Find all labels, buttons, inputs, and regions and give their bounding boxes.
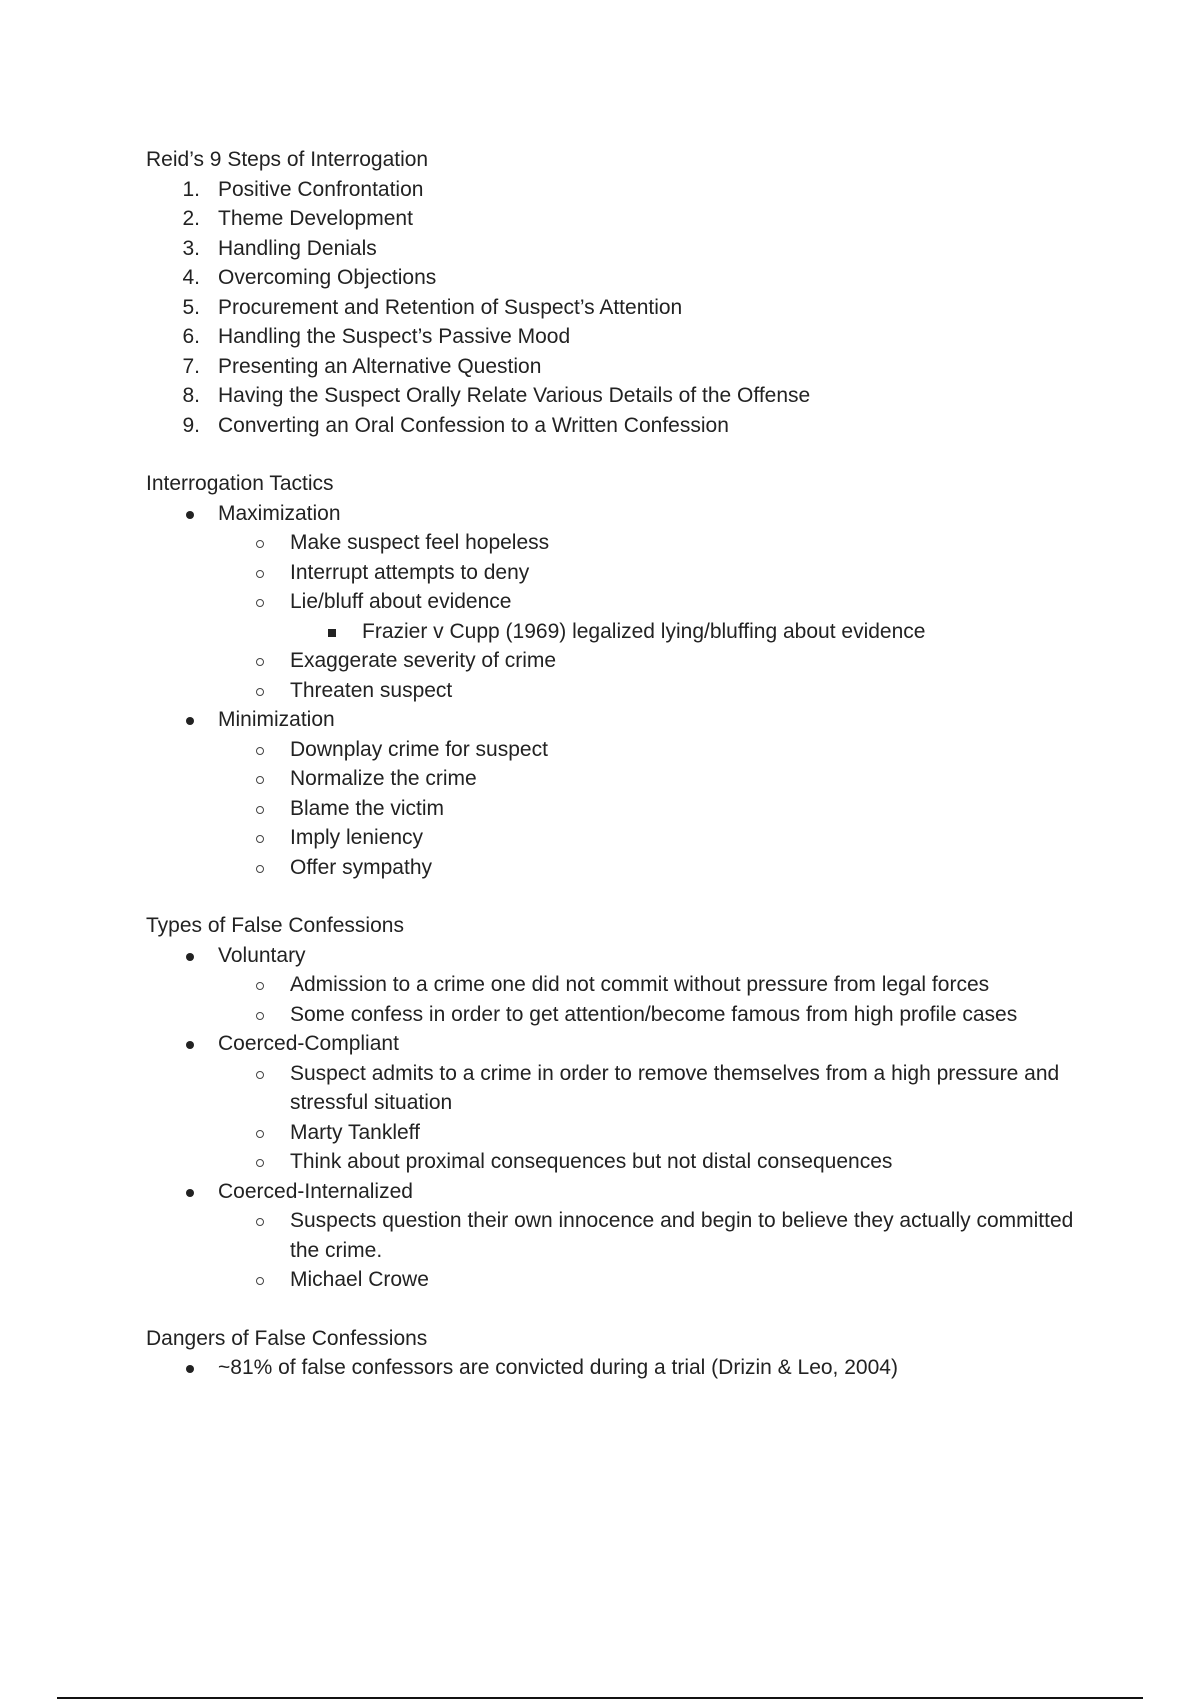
bullet-list <box>146 499 1086 883</box>
list-item <box>146 735 1086 765</box>
list-item <box>146 175 1086 205</box>
bullet-circle-icon <box>256 658 264 666</box>
list-item-text: Downplay crime for suspect <box>290 737 548 761</box>
list-item-text: Presenting an Alternative Question <box>218 354 542 378</box>
bullet-list <box>146 941 1086 1295</box>
list-item <box>146 764 1086 794</box>
bullet-disc-icon <box>186 953 194 961</box>
sub-sub-bullet-list <box>146 617 1086 647</box>
bullet-disc-icon <box>186 511 194 519</box>
bullet-circle-icon <box>256 747 264 755</box>
list-number: 9. <box>182 413 200 437</box>
list-item-text: Procurement and Retention of Suspect’s Attention <box>218 295 683 319</box>
list-item-text: Positive Confrontation <box>218 177 424 201</box>
list-item-text: ~81% of false confessors are convicted during a trial (Drizin & Leo, 2004) <box>218 1356 898 1379</box>
list-item-text: Handling Denials <box>218 236 377 260</box>
list-number: 7. <box>182 354 200 378</box>
sub-bullet-list <box>146 1059 1086 1177</box>
bullet-circle-icon <box>256 1277 264 1285</box>
list-item <box>146 411 1086 441</box>
list-item <box>146 646 1086 676</box>
list-number: 4. <box>182 266 200 289</box>
list-item <box>146 1147 1086 1177</box>
list-item-text: Minimization <box>218 708 335 731</box>
bullet-circle-icon <box>256 688 264 696</box>
list-item-text: Offer sympathy <box>290 855 432 879</box>
bullet-circle-icon <box>256 1130 264 1138</box>
bullet-circle-icon <box>256 599 264 607</box>
list-item-text: Normalize the crime <box>290 767 477 790</box>
page-bottom-rule <box>57 1697 1143 1699</box>
section-false-confession-types <box>146 911 1086 1295</box>
list-item-text: Coerced-Compliant <box>218 1032 399 1055</box>
list-item-text: Make suspect feel hopeless <box>290 531 550 554</box>
list-item-text: Coerced-Internalized <box>218 1179 413 1203</box>
list-item-text: Theme Development <box>218 207 413 230</box>
list-item <box>146 499 1086 706</box>
list-item <box>146 352 1086 382</box>
section-title: Dangers of False Confessions <box>146 1326 428 1350</box>
bullet-circle-icon <box>256 1071 264 1079</box>
bullet-circle-icon <box>256 806 264 814</box>
list-item <box>146 970 1086 1000</box>
list-item <box>146 853 1086 883</box>
list-item-text: Converting an Oral Confession to a Written Confession <box>218 413 729 437</box>
list-item <box>146 1177 1086 1295</box>
document-page <box>146 145 1086 1383</box>
section-dangers <box>146 1324 1086 1383</box>
sub-bullet-list <box>146 735 1086 883</box>
list-item <box>146 293 1086 323</box>
list-item-text: Exaggerate severity of crime <box>290 649 557 672</box>
list-item <box>146 263 1086 293</box>
sub-bullet-list <box>146 970 1086 1029</box>
list-item <box>146 234 1086 264</box>
list-item-text: Overcoming Objections <box>218 266 437 289</box>
list-item-text: Think about proximal consequences but not distal consequences <box>290 1150 893 1173</box>
list-number: 5. <box>182 295 200 319</box>
list-item <box>146 617 1086 647</box>
list-item <box>146 558 1086 588</box>
section-reid-steps <box>146 145 1086 440</box>
list-item-text: Interrupt attempts to deny <box>290 560 530 584</box>
bullet-disc-icon <box>186 1041 194 1049</box>
list-item-text: Frazier v Cupp (1969) legalized lying/bluffing about evidence <box>362 619 926 643</box>
list-item <box>146 794 1086 824</box>
bullet-circle-icon <box>256 1159 264 1167</box>
list-item-text: Suspects question their own innocence and begin to believe they actually committed the crime. <box>290 1209 1074 1262</box>
bullet-circle-icon <box>256 776 264 784</box>
sub-bullet-list <box>146 1206 1086 1295</box>
list-item <box>146 1000 1086 1030</box>
list-item-text: Suspect admits to a crime in order to remove themselves from a high pressure and stressful situation <box>290 1061 1060 1114</box>
bullet-circle-icon <box>256 1218 264 1226</box>
numbered-list <box>146 175 1086 441</box>
list-item <box>146 587 1086 646</box>
list-item <box>146 381 1086 411</box>
list-number: 1. <box>182 177 200 201</box>
list-item-text: Voluntary <box>218 943 306 967</box>
list-item-text: Admission to a crime one did not commit without pressure from legal forces <box>290 973 990 996</box>
section-title: Types of False Confessions <box>146 914 404 937</box>
list-number: 6. <box>182 325 200 348</box>
section-title: Reid’s 9 Steps of Interrogation <box>146 148 429 171</box>
list-item <box>146 322 1086 352</box>
list-item <box>146 1118 1086 1148</box>
bullet-circle-icon <box>256 1012 264 1020</box>
bullet-circle-icon <box>256 570 264 578</box>
list-item <box>146 1265 1086 1295</box>
list-item-text: Marty Tankleff <box>290 1120 420 1144</box>
list-item <box>146 1059 1086 1118</box>
list-item-text: Blame the victim <box>290 796 445 820</box>
bullet-disc-icon <box>186 1365 194 1373</box>
sub-bullet-list <box>146 528 1086 705</box>
list-item <box>146 204 1086 234</box>
list-item <box>146 676 1086 706</box>
list-item <box>146 1206 1086 1265</box>
bullet-square-icon <box>328 629 336 637</box>
list-item-text: Threaten suspect <box>290 678 453 702</box>
list-number: 3. <box>182 236 200 260</box>
list-item <box>146 941 1086 1030</box>
bullet-circle-icon <box>256 865 264 873</box>
list-item-text: Maximization <box>218 501 341 525</box>
bullet-list <box>146 1353 1086 1383</box>
list-item-text: Some confess in order to get attention/become famous from high profile cases <box>290 1002 1018 1026</box>
section-interrogation-tactics <box>146 469 1086 882</box>
bullet-circle-icon <box>256 540 264 548</box>
bullet-circle-icon <box>256 982 264 990</box>
list-number: 2. <box>182 207 200 230</box>
list-item <box>146 1353 1086 1383</box>
list-number: 8. <box>182 384 200 407</box>
bullet-circle-icon <box>256 835 264 843</box>
bullet-disc-icon <box>186 1189 194 1197</box>
list-item-text: Imply leniency <box>290 826 424 849</box>
bullet-disc-icon <box>186 717 194 725</box>
list-item-text: Lie/bluff about evidence <box>290 590 512 613</box>
list-item <box>146 705 1086 882</box>
list-item <box>146 1029 1086 1177</box>
list-item <box>146 528 1086 558</box>
list-item-text: Handling the Suspect’s Passive Mood <box>218 325 571 348</box>
list-item <box>146 823 1086 853</box>
list-item-text: Having the Suspect Orally Relate Various Details of the Offense <box>218 384 811 407</box>
list-item-text: Michael Crowe <box>290 1268 429 1291</box>
section-title: Interrogation Tactics <box>146 472 334 495</box>
